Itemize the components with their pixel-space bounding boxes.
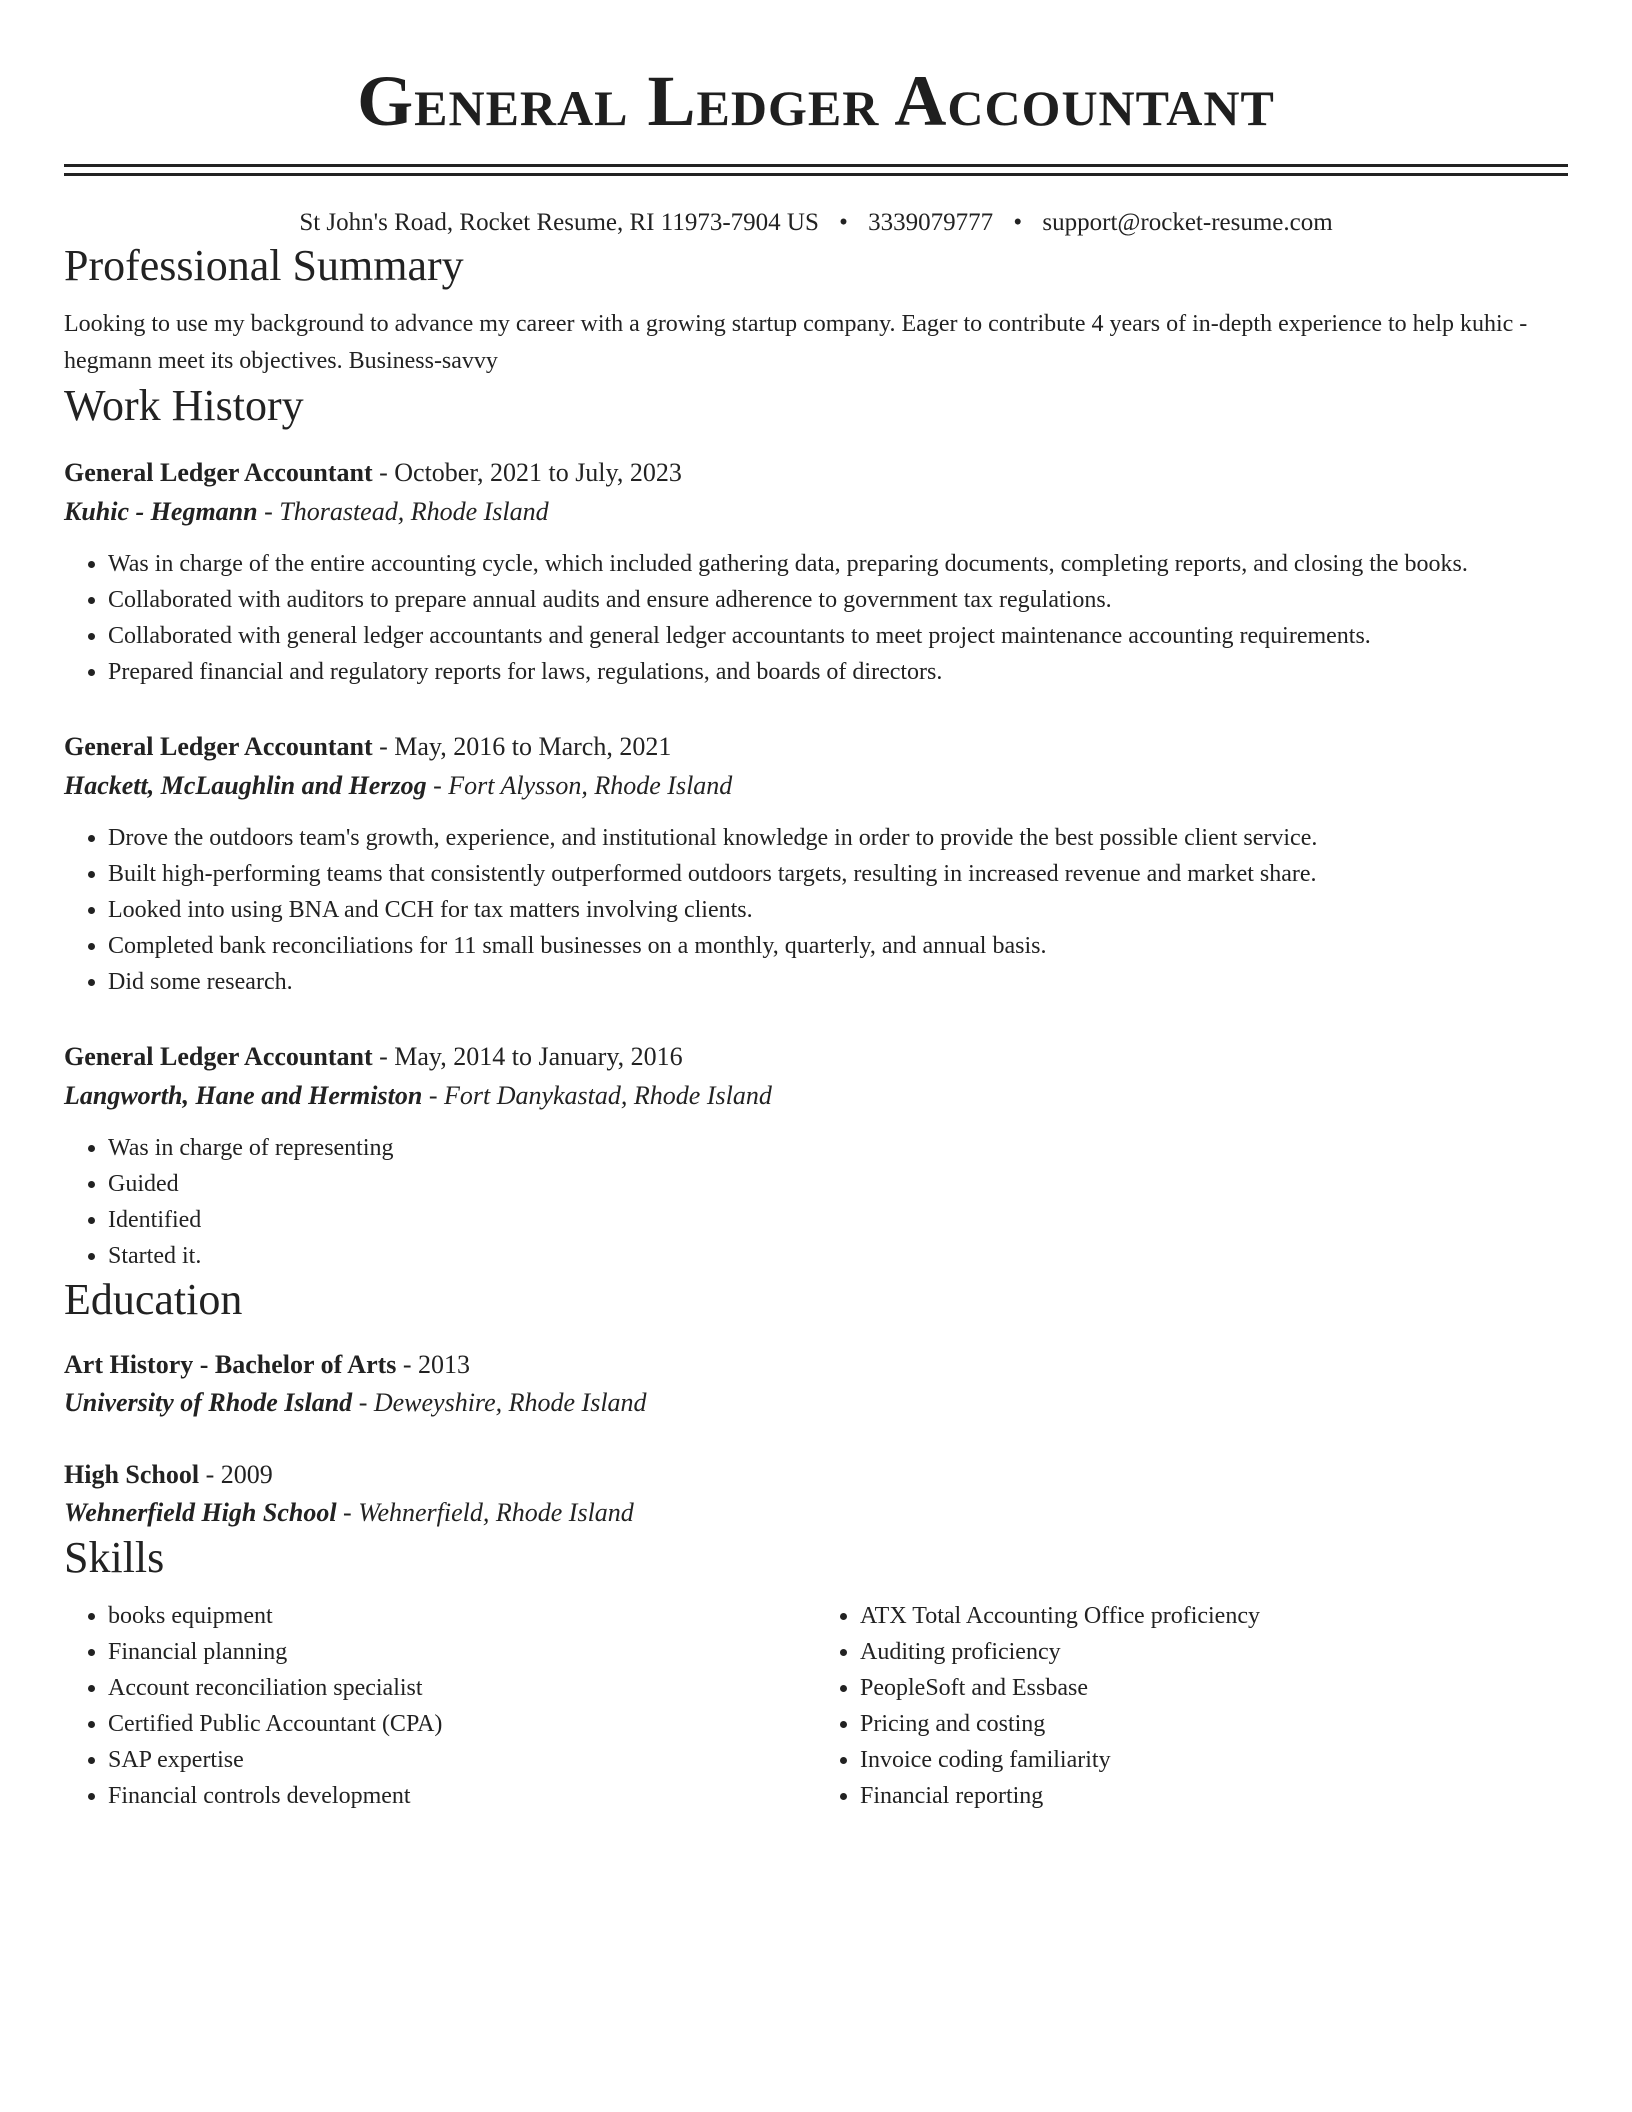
education-degree: High School xyxy=(64,1460,200,1489)
education-degree-line xyxy=(64,1456,1568,1494)
skill-item: • Auditing proficiency xyxy=(860,1634,1568,1670)
summary-heading: Professional Summary xyxy=(64,241,464,290)
job-entry xyxy=(64,728,1568,1000)
skills-list xyxy=(64,1598,1568,1814)
job-bullets xyxy=(64,820,1568,1000)
summary-text: Looking to use my background to advance my career with a growing startup company. Eager to contribute 4 years of in-depth experience to help kuhic - hegmann meet its objectives. Business-savvy xyxy=(64,311,1528,374)
job-bullet: • Did some research. xyxy=(108,964,1568,1000)
contact-phone: 3339079777 xyxy=(868,209,994,236)
skill-item: • Financial controls development xyxy=(108,1778,816,1814)
job-bullets xyxy=(64,1130,1568,1274)
job-bullet: • Prepared financial and regulatory reports for laws, regulations, and boards of directors. xyxy=(108,654,1568,690)
skill-item: • ATX Total Accounting Office proficiency xyxy=(860,1598,1568,1634)
education-heading: Education xyxy=(64,1275,243,1324)
work-history-heading: Work History xyxy=(64,381,304,430)
education-school-line xyxy=(64,1384,1568,1422)
job-company: Langworth, Hane and Hermiston xyxy=(64,1081,423,1110)
contact-separator: • xyxy=(839,209,848,236)
education-school: University of Rhode Island xyxy=(64,1388,353,1417)
education-year: - 2009 xyxy=(199,1460,273,1489)
education-entry xyxy=(64,1346,1568,1422)
education-school: Wehnerfield High School xyxy=(64,1498,337,1527)
job-title-line xyxy=(64,454,1568,492)
job-title: General Ledger Accountant xyxy=(64,732,373,761)
education-location: - Wehnerfield, Rhode Island xyxy=(336,1498,634,1527)
job-bullet: • Started it. xyxy=(108,1238,1568,1274)
education-degree-line xyxy=(64,1346,1568,1384)
job-org-line xyxy=(64,1076,1568,1116)
job-entry xyxy=(64,1038,1568,1274)
job-org-line xyxy=(64,492,1568,532)
job-company: Kuhic - Hegmann xyxy=(64,497,258,526)
job-dates: - May, 2016 to March, 2021 xyxy=(372,732,672,761)
job-title-line xyxy=(64,1038,1568,1076)
education-degree: Art History - Bachelor of Arts xyxy=(64,1350,397,1379)
contact-email: support@rocket-resume.com xyxy=(1042,209,1333,236)
contact-line xyxy=(64,206,1568,240)
job-bullet: • Collaborated with auditors to prepare annual audits and ensure adherence to government tax regulations. xyxy=(108,582,1568,618)
contact-address: St John's Road, Rocket Resume, RI 11973-7904 US xyxy=(299,209,819,236)
skill-item: • Financial planning xyxy=(108,1634,816,1670)
skills-heading: Skills xyxy=(64,1533,165,1582)
job-location: - Fort Danykastad, Rhode Island xyxy=(422,1081,772,1110)
job-entry xyxy=(64,454,1568,690)
job-title: General Ledger Accountant xyxy=(64,1042,373,1071)
job-bullet: • Built high-performing teams that consistently outperformed outdoors targets, resulting in increased revenue and market share. xyxy=(108,856,1568,892)
skill-item: • Pricing and costing xyxy=(860,1706,1568,1742)
title-divider xyxy=(64,164,1568,176)
skill-item: • Account reconciliation specialist xyxy=(108,1670,816,1706)
job-bullets xyxy=(64,546,1568,690)
job-title: General Ledger Accountant xyxy=(64,458,373,487)
job-org-line xyxy=(64,766,1568,806)
job-location: - Fort Alysson, Rhode Island xyxy=(426,771,733,800)
skills-column-right xyxy=(816,1598,1568,1814)
skill-item: • PeopleSoft and Essbase xyxy=(860,1670,1568,1706)
job-bullet: • Completed bank reconciliations for 11 small businesses on a monthly, quarterly, and annual basis. xyxy=(108,928,1568,964)
job-bullet: • Was in charge of representing xyxy=(108,1130,1568,1166)
job-dates: - October, 2021 to July, 2023 xyxy=(372,458,682,487)
education-location: - Deweyshire, Rhode Island xyxy=(352,1388,647,1417)
skill-item: • SAP expertise xyxy=(108,1742,816,1778)
job-bullet: • Identified xyxy=(108,1202,1568,1238)
skill-item: • Financial reporting xyxy=(860,1778,1568,1814)
job-company: Hackett, McLaughlin and Herzog xyxy=(64,771,427,800)
education-entry xyxy=(64,1456,1568,1532)
skill-item: • Invoice coding familiarity xyxy=(860,1742,1568,1778)
skills-column-left xyxy=(64,1598,816,1814)
skill-item: • books equipment xyxy=(108,1598,816,1634)
job-bullet: • Drove the outdoors team's growth, experience, and institutional knowledge in order to provide the best possible client service. xyxy=(108,820,1568,856)
job-bullet: • Looked into using BNA and CCH for tax matters involving clients. xyxy=(108,892,1568,928)
skill-item: • Certified Public Accountant (CPA) xyxy=(108,1706,816,1742)
job-location: - Thorastead, Rhode Island xyxy=(257,497,549,526)
job-bullet: • Collaborated with general ledger accountants and general ledger accountants to meet project maintenance accounting requirements. xyxy=(108,618,1568,654)
education-school-line xyxy=(64,1494,1568,1532)
job-title-line xyxy=(64,728,1568,766)
resume-title: General Ledger Accountant xyxy=(357,61,1275,141)
job-bullet: • Guided xyxy=(108,1166,1568,1202)
contact-separator: • xyxy=(1013,209,1023,236)
job-dates: - May, 2014 to January, 2016 xyxy=(372,1042,683,1071)
job-bullet: • Was in charge of the entire accounting cycle, which included gathering data, preparing documents, completing reports, and closing the books. xyxy=(108,546,1568,582)
education-year: - 2013 xyxy=(396,1350,471,1379)
